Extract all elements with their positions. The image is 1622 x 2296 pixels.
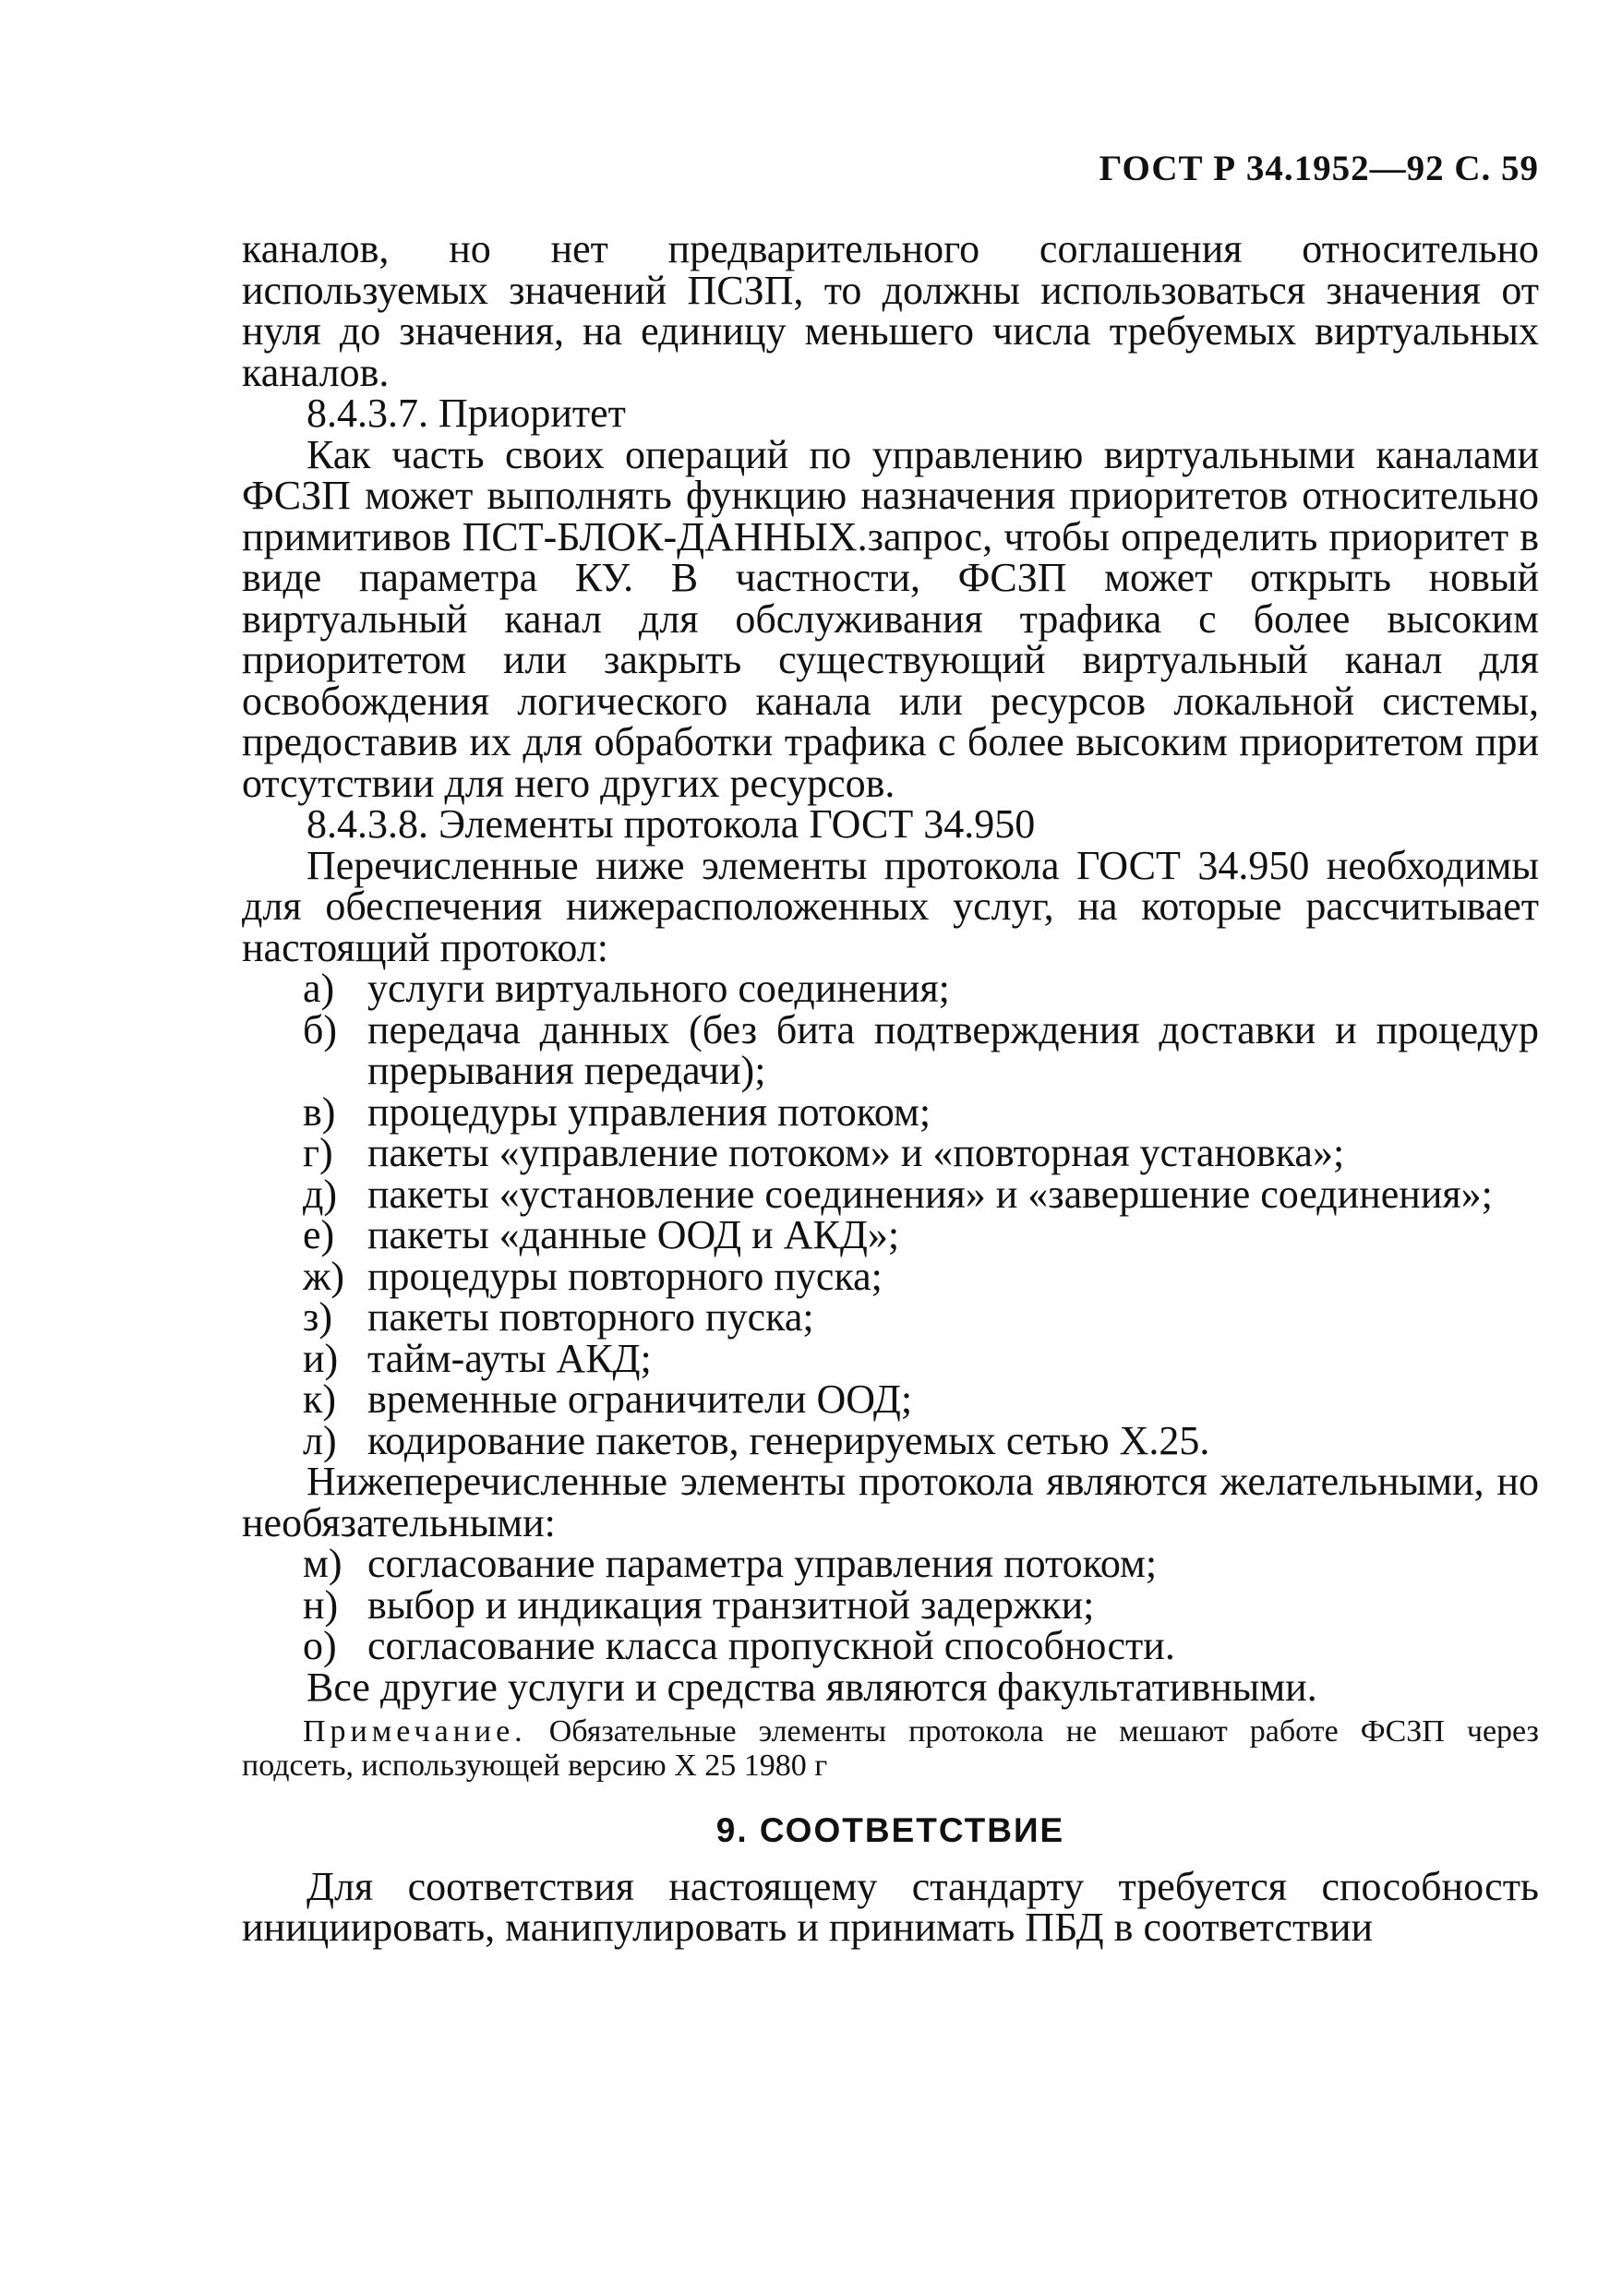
list-item-text: услуги виртуального соединения;	[367, 966, 950, 1011]
list-item-text: пакеты «установление соединения» и «завершение соединения»;	[367, 1171, 1493, 1217]
list-marker: ж)	[303, 1253, 345, 1299]
list-item	[242, 1335, 1539, 1381]
list-item	[242, 1253, 1539, 1299]
optional-elements-intro: Нижеперечисленные элементы протокола являются желательными, но необязательными:	[242, 1459, 1539, 1545]
note-paragraph	[242, 1714, 1539, 1783]
list-item-text: процедуры повторного пуска;	[367, 1253, 883, 1299]
list-marker: н)	[303, 1581, 339, 1628]
list-marker: з)	[303, 1294, 333, 1340]
list-item-text: пакеты «данные ООД и АКД»;	[367, 1212, 900, 1257]
protocol-elements-intro: Перечисленные ниже элементы протокола ГОСТ 34.950 необходимы для обеспечения нижерасположенных услуг, на которые рассчитывает настоящий протокол:	[242, 842, 1539, 970]
list-item-text: тайм-ауты АКД;	[367, 1335, 652, 1381]
list-item	[242, 968, 1539, 1010]
list-item	[242, 1623, 1539, 1668]
list-marker: а)	[303, 966, 335, 1011]
list-item	[242, 1417, 1539, 1463]
section-heading-9: 9. СООТВЕТСТВИЕ	[715, 1811, 1065, 1849]
list-marker: л)	[303, 1417, 337, 1463]
list-item-text: пакеты «управление потоком» и «повторная установка»;	[367, 1130, 1345, 1175]
list-marker: о)	[303, 1623, 337, 1668]
section-title-8-4-3-8: 8.4.3.8. Элементы протокола ГОСТ 34.950	[306, 801, 1036, 847]
list-marker: б)	[303, 1006, 338, 1052]
list-item	[242, 1130, 1539, 1175]
list-item-text: передача данных (без бита подтверждения доставки и процедур прерывания передачи);	[367, 1006, 1539, 1093]
closing-sentence: Все другие услуги и средства являются факультативными.	[306, 1664, 1317, 1710]
note-text: Обязательные элементы протокола не мешают работе ФСЗП через подсеть, использующей версию X 25 1980 г	[242, 1714, 1539, 1783]
list-item	[242, 1294, 1539, 1340]
running-head: ГОСТ Р 34.1952—92 С. 59	[1099, 149, 1539, 188]
required-elements-list	[242, 968, 1539, 1461]
list-item-text: выбор и индикация транзитной задержки;	[367, 1581, 1095, 1628]
list-marker: к)	[303, 1376, 337, 1422]
list-item-text: временные ограничители ООД;	[367, 1376, 913, 1422]
list-item-text: согласование параметра управления потоком;	[367, 1541, 1158, 1586]
continued-paragraph: каналов, но нет предварительного соглашения относительно используемых значений ПСЗП, то должны использоваться значения от нуля до значения, на единицу меньшего числа требуемых виртуальных каналов.	[242, 226, 1539, 395]
optional-elements-list	[242, 1541, 1539, 1668]
list-item-text: кодирование пакетов, генерируемых сетью X.25.	[367, 1417, 1210, 1463]
list-item	[242, 1212, 1539, 1257]
section-title-8-4-3-7: 8.4.3.7. Приоритет	[306, 391, 626, 436]
list-item-text: процедуры управления потоком;	[367, 1088, 931, 1135]
document-body	[242, 226, 1539, 1950]
priority-paragraph: Как часть своих операций по управлению виртуальными каналами ФСЗП может выполнять функцию назначения приоритетов относительно примитивов ПСТ-БЛОК-ДАННЫХ.запрос, чтобы определить приоритет в виде параметра КУ. В частности, ФСЗП может открыть новый виртуальный канал для обслуживания трафика с более высоким приоритетом или закрыть существующий виртуальный канал для освобождения логического канала или ресурсов локальной системы, предоставив их для обработки трафика с более высоким приоритетом при отсутствии для него других ресурсов.	[242, 431, 1539, 806]
list-item	[242, 1581, 1539, 1628]
list-item	[242, 1088, 1539, 1135]
conformance-paragraph: Для соответствия настоящему стандарту требуется способность инициировать, манипулировать и принимать ПБД в соответствии	[242, 1863, 1539, 1950]
list-item-text: пакеты повторного пуска;	[367, 1294, 814, 1340]
list-item	[242, 1376, 1539, 1422]
note-label: Примечание.	[303, 1714, 527, 1749]
list-marker: д)	[303, 1171, 338, 1217]
list-item-text: согласование класса пропускной способности.	[367, 1623, 1175, 1668]
list-marker: и)	[303, 1335, 339, 1381]
list-marker: е)	[303, 1212, 335, 1257]
list-item	[242, 1541, 1539, 1586]
list-item	[242, 1006, 1539, 1093]
list-marker: г)	[303, 1130, 333, 1175]
list-item	[242, 1171, 1539, 1217]
list-marker: м)	[303, 1541, 342, 1586]
list-marker: в)	[303, 1088, 336, 1135]
